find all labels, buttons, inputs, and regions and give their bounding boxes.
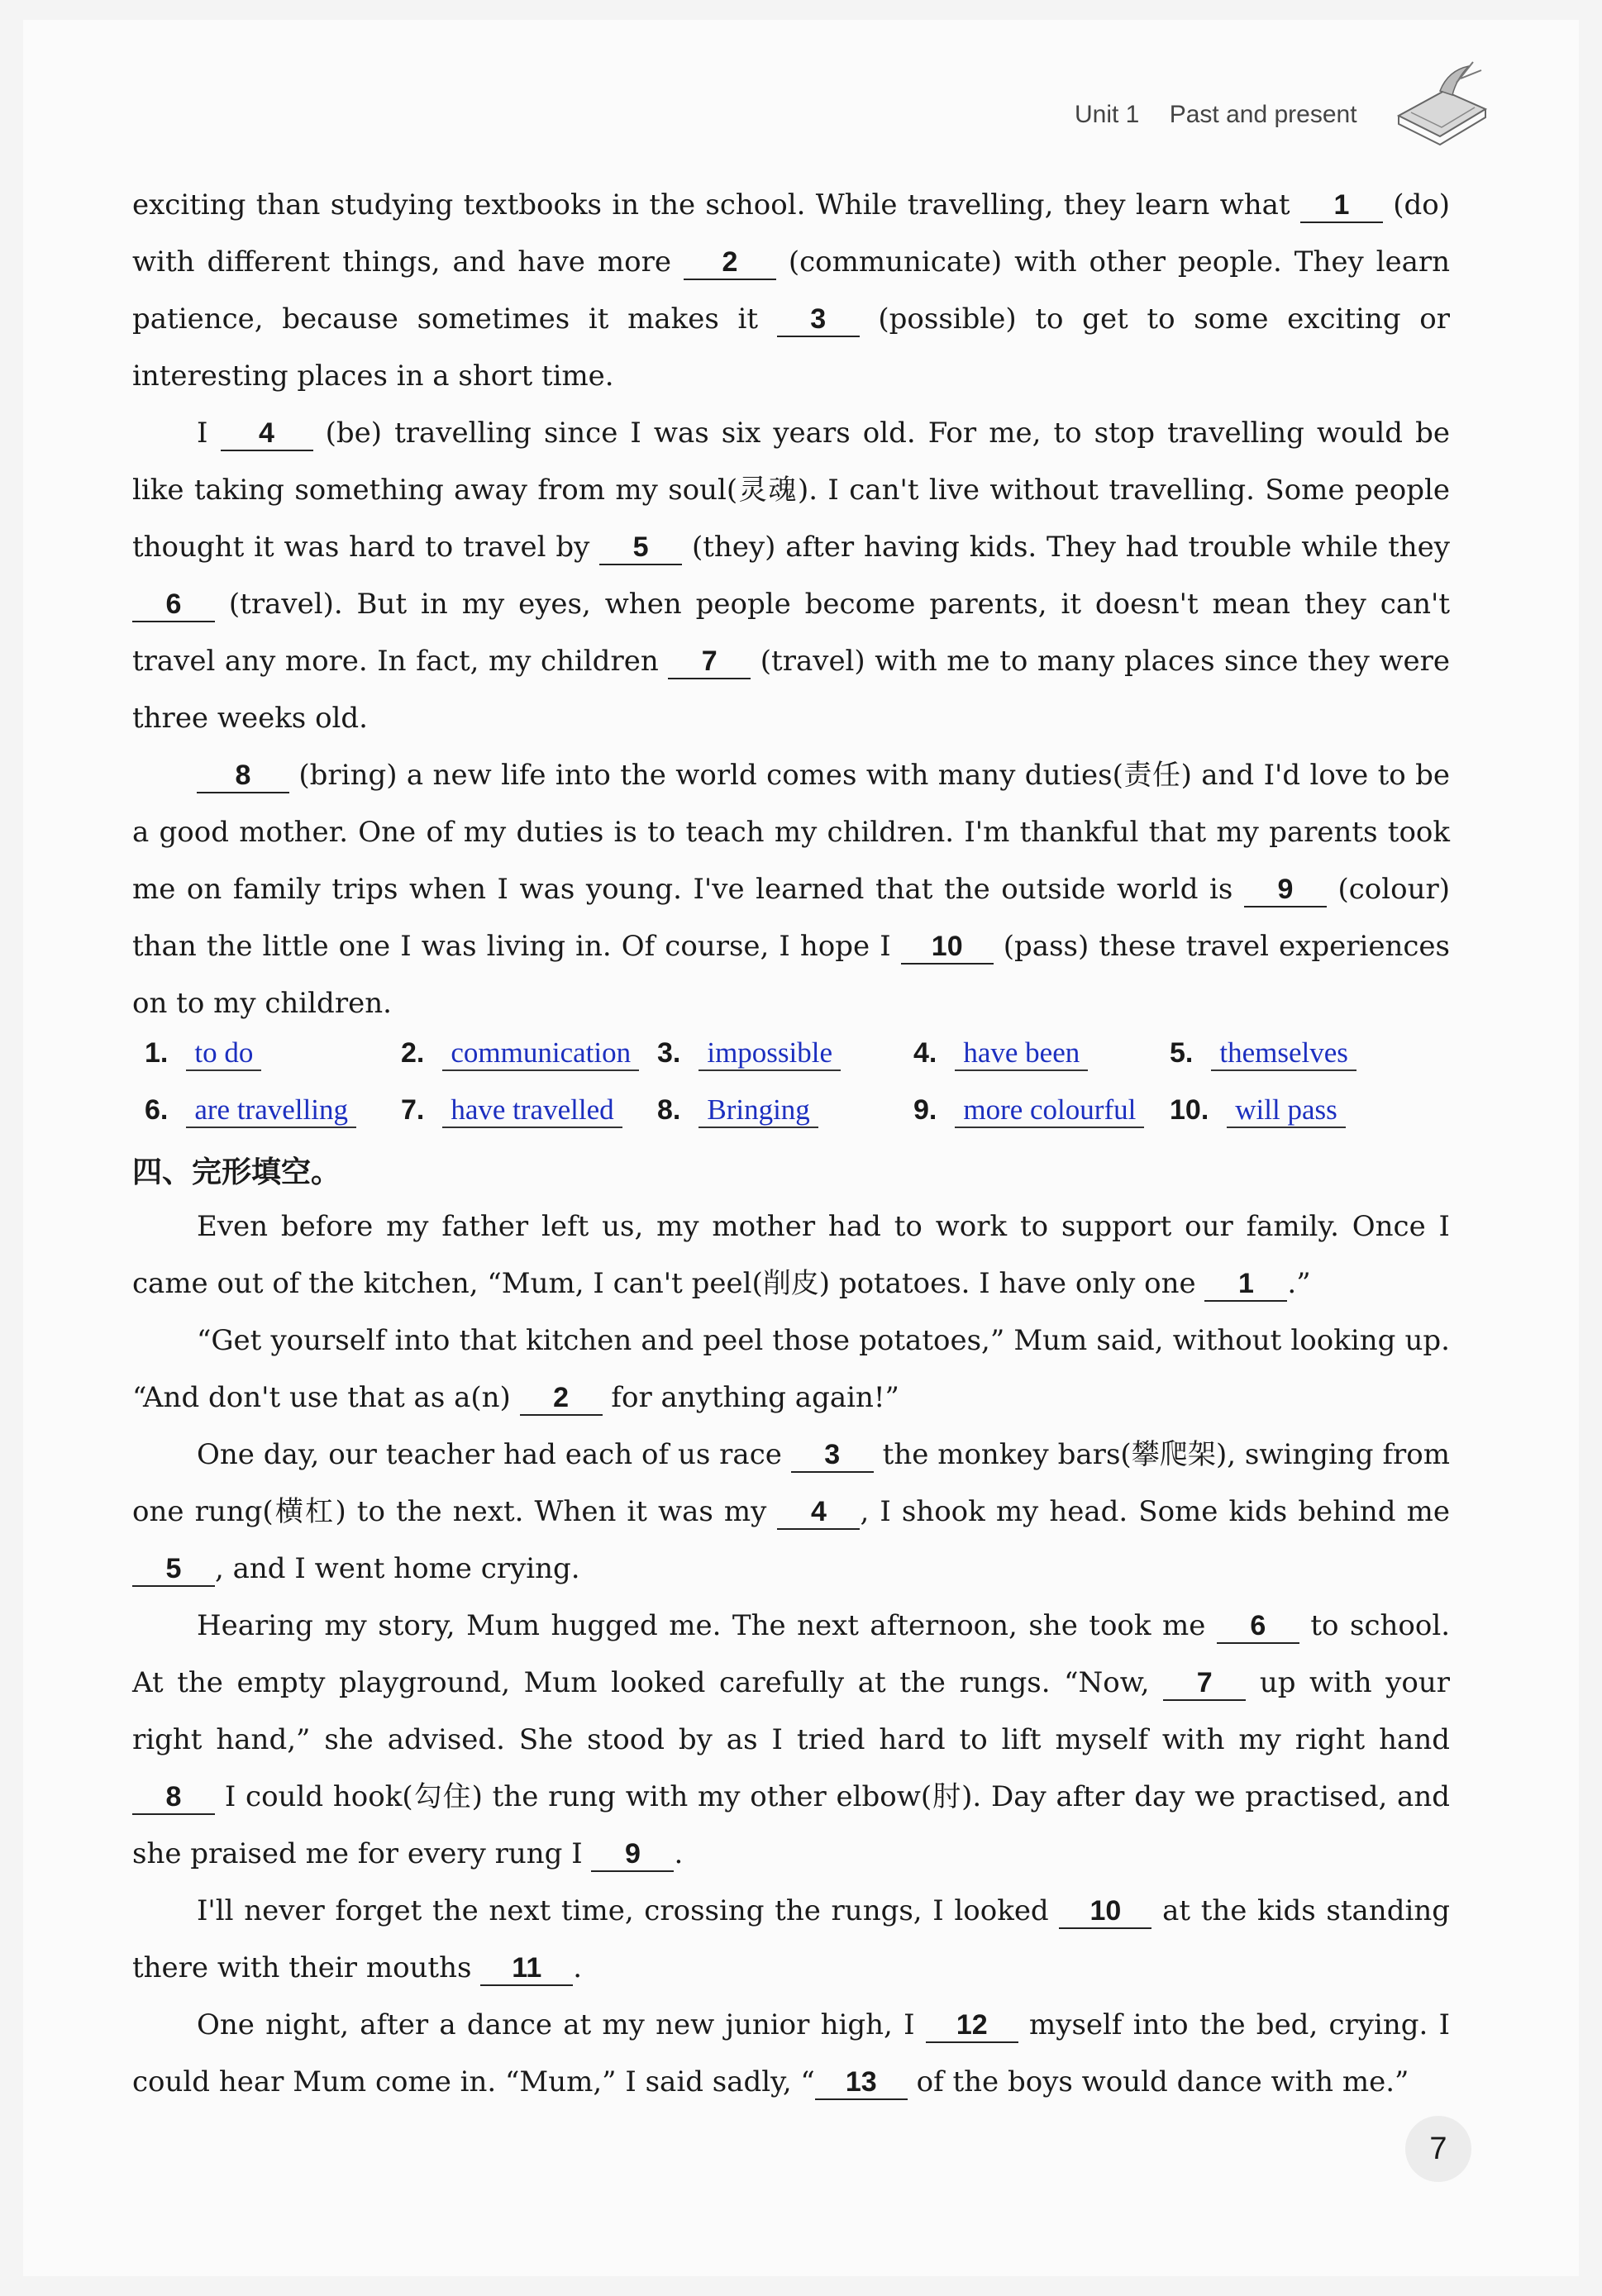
answer-value: more colourful [955, 1093, 1144, 1128]
passage-a [132, 177, 1450, 1032]
text-segment: , I shook my head. Some kids behind me [860, 1495, 1450, 1528]
blank: 5 [599, 531, 682, 565]
text-segment: One day, our teacher had each of us race [197, 1438, 782, 1471]
text-segment: (travel) with me to many places since they were three weeks old. [132, 645, 1450, 735]
blank: 13 [815, 2065, 908, 2100]
unit-label: Unit 1 [1075, 101, 1140, 128]
answer-number: 6. [145, 1094, 169, 1126]
answer-row [145, 1082, 1459, 1139]
answer-value: to do [186, 1036, 261, 1071]
answer-value: Bringing [698, 1093, 818, 1128]
text-segment: One night, after a dance at my new junior high, I [197, 2008, 915, 2041]
answer-number: 4. [913, 1037, 937, 1069]
text-segment: (travel). But in my eyes, when people become parents, it doesn't mean they can't travel any more. In fact, my children [132, 588, 1451, 678]
answer-item [145, 1093, 401, 1128]
text-segment: for anything again!” [611, 1381, 899, 1414]
answer-number: 9. [913, 1094, 937, 1126]
unit-title: Past and present [1169, 101, 1357, 128]
text-segment: (do) with different things, and have more [132, 188, 1450, 279]
answer-row [145, 1025, 1459, 1082]
answer-value: will pass [1227, 1093, 1345, 1128]
text-segment: (communicate) with other people. They learn patience, because sometimes it makes it [132, 245, 1451, 336]
text-segment: (possible) to get to some exciting or interesting places in a short time. [132, 302, 1450, 393]
passage-a-paragraph-1 [132, 177, 1450, 405]
passage-a-paragraph-3 [132, 747, 1450, 1032]
blank: 9 [591, 1837, 674, 1872]
text-segment: at the kids standing there with their mouths [132, 1894, 1451, 1984]
blank: 8 [132, 1780, 215, 1815]
passage-b-paragraph-2 [132, 1312, 1450, 1427]
blank: 6 [132, 588, 215, 622]
answer-value: communication [442, 1036, 639, 1071]
text-segment: .” [1287, 1267, 1311, 1300]
blank: 9 [1244, 873, 1327, 907]
text-segment: “Get yourself into that kitchen and peel those potatoes,” Mum said, without looking up. “And don't use that as a(n) [132, 1324, 1450, 1414]
passage-b-paragraph-5 [132, 1883, 1450, 1997]
text-segment: (colour) than the little one I was living in. Of course, I hope I [132, 873, 1450, 963]
blank: 11 [480, 1951, 573, 1986]
passage-b-paragraph-6 [132, 1997, 1450, 2111]
answer-item [401, 1093, 657, 1128]
blank: 7 [1163, 1666, 1246, 1701]
text-segment: (bring) a new life into the world comes with many duties(责任) and I'd love to be a good mother. One of my duties is to teach my children. I'm thankful that my parents took me on family trips when I was young. I've learned that the outside world is [132, 759, 1451, 906]
text-segment: . [674, 1837, 684, 1870]
answer-number: 10. [1170, 1094, 1209, 1126]
answer-item [657, 1036, 913, 1071]
blank: 4 [777, 1495, 860, 1530]
answer-grid [145, 1025, 1459, 1139]
answer-item [145, 1036, 401, 1071]
blank: 2 [520, 1381, 603, 1416]
passage-a-paragraph-2 [132, 405, 1450, 747]
blank: 2 [684, 245, 776, 280]
answer-number: 2. [401, 1037, 425, 1069]
answer-item [401, 1036, 657, 1071]
passage-b-paragraph-1 [132, 1198, 1450, 1312]
page-number: 7 [1405, 2116, 1471, 2182]
answer-value: have travelled [442, 1093, 622, 1128]
text-segment: I'll never forget the next time, crossing the rungs, I looked [197, 1894, 1049, 1927]
answer-item [1170, 1093, 1426, 1128]
running-header [1075, 101, 1357, 129]
text-segment: I [197, 417, 208, 450]
book-icon [1390, 58, 1490, 149]
blank: 1 [1300, 188, 1383, 223]
text-segment: (be) travelling since I was six years old. For me, to stop travelling would be like taking something away from my soul(灵魂). I can't live without travelling. Some people thought it was hard to travel by [132, 417, 1451, 564]
answer-number: 3. [657, 1037, 681, 1069]
answer-item [913, 1036, 1170, 1071]
blank: 6 [1217, 1609, 1299, 1644]
blank: 10 [1059, 1894, 1151, 1929]
text-segment: myself into the bed, crying. I could hear Mum come in. “Mum,” I said sadly, “ [132, 2008, 1451, 2098]
passage-b [132, 1198, 1450, 2111]
text-segment: of the boys would dance with me.” [916, 2065, 1409, 2098]
passage-b-paragraph-4 [132, 1598, 1450, 1883]
blank: 1 [1204, 1267, 1287, 1302]
answer-value: have been [955, 1036, 1088, 1071]
blank: 8 [197, 759, 289, 793]
text-segment: to school. At the empty playground, Mum looked carefully at the rungs. “Now, [132, 1609, 1451, 1699]
text-segment: Even before my father left us, my mother had to work to support our family. Once I came out of the kitchen, “Mum, I can't peel(削皮) potatoes. I have only one [132, 1210, 1450, 1300]
text-segment: . [573, 1951, 583, 1984]
text-segment: (they) after having kids. They had trouble while they [691, 531, 1451, 564]
answer-number: 5. [1170, 1037, 1194, 1069]
blank: 4 [221, 417, 313, 451]
answer-item [657, 1093, 913, 1128]
text-segment: (pass) these travel experiences on to my children. [132, 930, 1450, 1020]
answer-item [913, 1093, 1170, 1128]
answer-number: 7. [401, 1094, 425, 1126]
blank: 12 [926, 2008, 1018, 2043]
answer-value: impossible [698, 1036, 841, 1071]
blank: 5 [132, 1552, 215, 1587]
answer-value: are travelling [186, 1093, 356, 1128]
text-segment: exciting than studying textbooks in the school. While travelling, they learn what [132, 188, 1290, 222]
text-segment: , and I went home crying. [215, 1552, 580, 1585]
blank: 3 [791, 1438, 874, 1473]
passage-b-paragraph-3 [132, 1427, 1450, 1598]
answer-number: 8. [657, 1094, 681, 1126]
answer-value: themselves [1211, 1036, 1356, 1071]
text-segment: up with your right hand,” she advised. She stood by as I tried hard to lift myself with my right hand [132, 1666, 1451, 1756]
blank: 3 [777, 302, 860, 337]
section-title: 四、完形填空。 [132, 1155, 341, 1189]
text-segment: I could hook(勾住) the rung with my other elbow(肘). Day after day we practised, and she praised me for every rung I [132, 1780, 1450, 1870]
blank: 7 [668, 645, 751, 679]
answer-item [1170, 1036, 1426, 1071]
answer-number: 1. [145, 1037, 169, 1069]
blank: 10 [901, 930, 994, 965]
text-segment: Hearing my story, Mum hugged me. The next afternoon, she took me [197, 1609, 1206, 1642]
text-segment: the monkey bars(攀爬架), swinging from one rung(横杠) to the next. When it was my [132, 1438, 1450, 1528]
